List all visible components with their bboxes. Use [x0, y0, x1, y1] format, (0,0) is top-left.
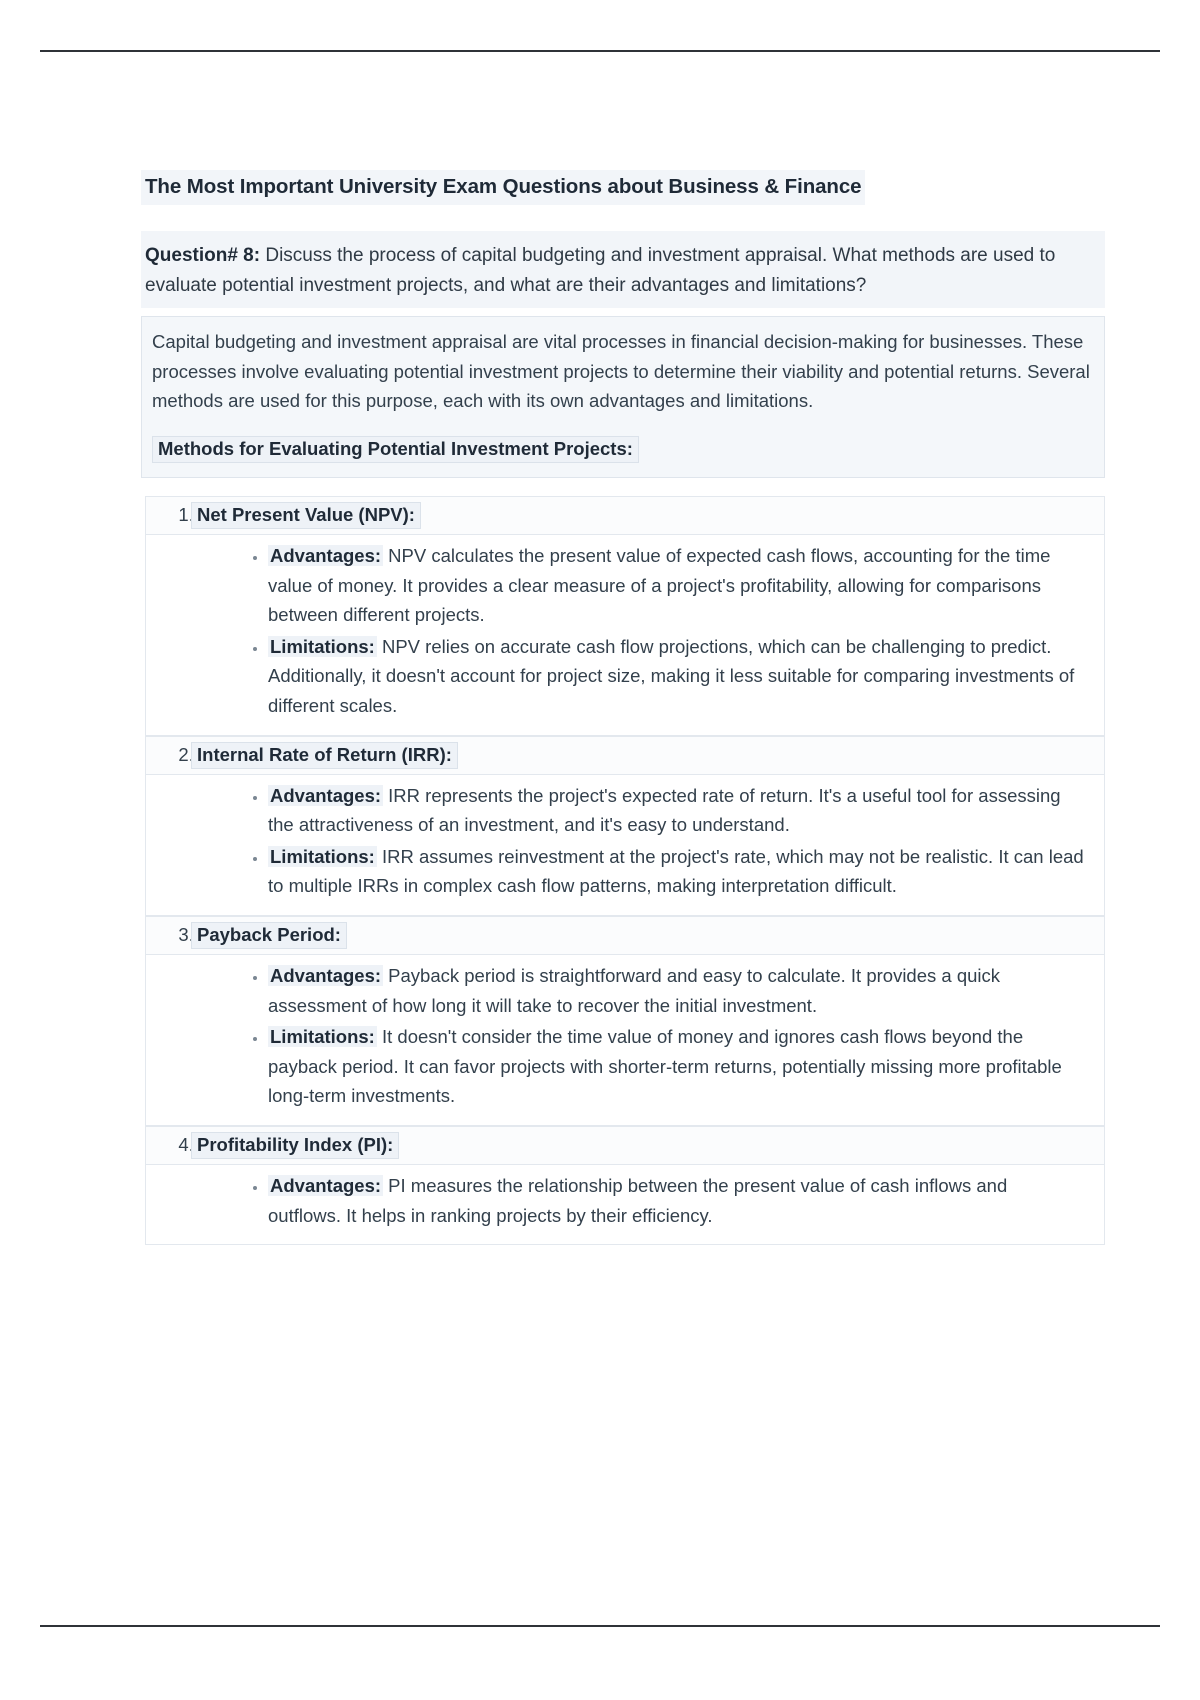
- method-details: [145, 1164, 1105, 1245]
- advantages-text: PI measures the relationship between the present value of cash inflows and outflows. It helps in ranking projects by their efficiency.: [268, 1174, 1008, 1226]
- advantages-point: [268, 541, 1104, 630]
- method-name: Profitability Index (PI):: [191, 1132, 399, 1159]
- intro-paragraph: Capital budgeting and investment appraisal are vital processes in financial decision-making for businesses. These processes involve evaluating potential investment projects to determine their viability and potential returns. Several methods are used for this purpose, each with its own advantages and limitations.: [152, 331, 1090, 412]
- method-name: Internal Rate of Return (IRR):: [191, 742, 458, 769]
- limitations-text: NPV relies on accurate cash flow projections, which can be challenging to predict. Additionally, it doesn't account for project size, making it less suitable for comparing investments of different scales.: [268, 635, 1075, 716]
- limitations-point: [268, 632, 1104, 721]
- method-heading-row: [145, 496, 1105, 534]
- page-title: The Most Important University Exam Questions about Business & Finance: [141, 170, 865, 205]
- method-points: [146, 1171, 1104, 1230]
- method-points: [146, 781, 1104, 901]
- footer-divider: [40, 1625, 1160, 1627]
- question-label: Question# 8:: [145, 244, 261, 266]
- method-name: Payback Period:: [191, 922, 347, 949]
- advantages-label: Advantages:: [270, 784, 382, 806]
- limitations-label: Limitations:: [270, 1026, 375, 1048]
- advantages-label: Advantages:: [270, 964, 382, 986]
- limitations-point: [268, 842, 1104, 901]
- limitations-label: Limitations:: [270, 635, 375, 657]
- limitations-label: Limitations:: [270, 845, 375, 867]
- advantages-text: IRR represents the project's expected rate of return. It's a useful tool for assessing the attractiveness of an investment, and it's easy to understand.: [268, 784, 1061, 836]
- methods-list: [145, 496, 1105, 1245]
- question-body: Discuss the process of capital budgeting and investment appraisal. What methods are used to evaluate potential investment projects, and what are their advantages and limitations?: [145, 244, 1056, 297]
- advantages-label: Advantages:: [270, 545, 382, 567]
- method-name: Net Present Value (NPV):: [191, 502, 421, 529]
- limitations-point: [268, 1022, 1104, 1111]
- list-item: [199, 736, 1105, 916]
- limitations-text: It doesn't consider the time value of money and ignores cash flows beyond the payback period. It can favor projects with shorter-term returns, potentially missing more profitable long-term investments.: [268, 1026, 1062, 1107]
- advantages-text: NPV calculates the present value of expected cash flows, accounting for the time value of money. It provides a clear measure of a project's profitability, allowing for comparisons between different projects.: [268, 545, 1051, 626]
- document-content: [145, 170, 1105, 1245]
- advantages-point: [268, 781, 1104, 840]
- advantages-label: Advantages:: [270, 1174, 382, 1196]
- question-text: [145, 241, 1101, 303]
- method-heading-row: [145, 736, 1105, 774]
- section-heading: Methods for Evaluating Potential Investment Projects:: [152, 436, 639, 463]
- advantages-point: [268, 961, 1104, 1020]
- method-points: [146, 961, 1104, 1111]
- answer-block: [141, 316, 1105, 478]
- list-item: [199, 496, 1105, 736]
- method-details: [145, 954, 1105, 1126]
- list-item: [199, 916, 1105, 1126]
- list-item: [199, 1126, 1105, 1245]
- question-block: [141, 231, 1105, 309]
- method-details: [145, 774, 1105, 916]
- method-heading-row: [145, 1126, 1105, 1164]
- advantages-point: [268, 1171, 1104, 1230]
- limitations-text: IRR assumes reinvestment at the project's rate, which may not be realistic. It can lead to multiple IRRs in complex cash flow patterns, making interpretation difficult.: [268, 845, 1084, 897]
- advantages-text: Payback period is straightforward and easy to calculate. It provides a quick assessment of how long it will take to recover the initial investment.: [268, 964, 1001, 1016]
- method-heading-row: [145, 916, 1105, 954]
- header-divider: [40, 50, 1160, 52]
- method-details: [145, 534, 1105, 736]
- method-points: [146, 541, 1104, 721]
